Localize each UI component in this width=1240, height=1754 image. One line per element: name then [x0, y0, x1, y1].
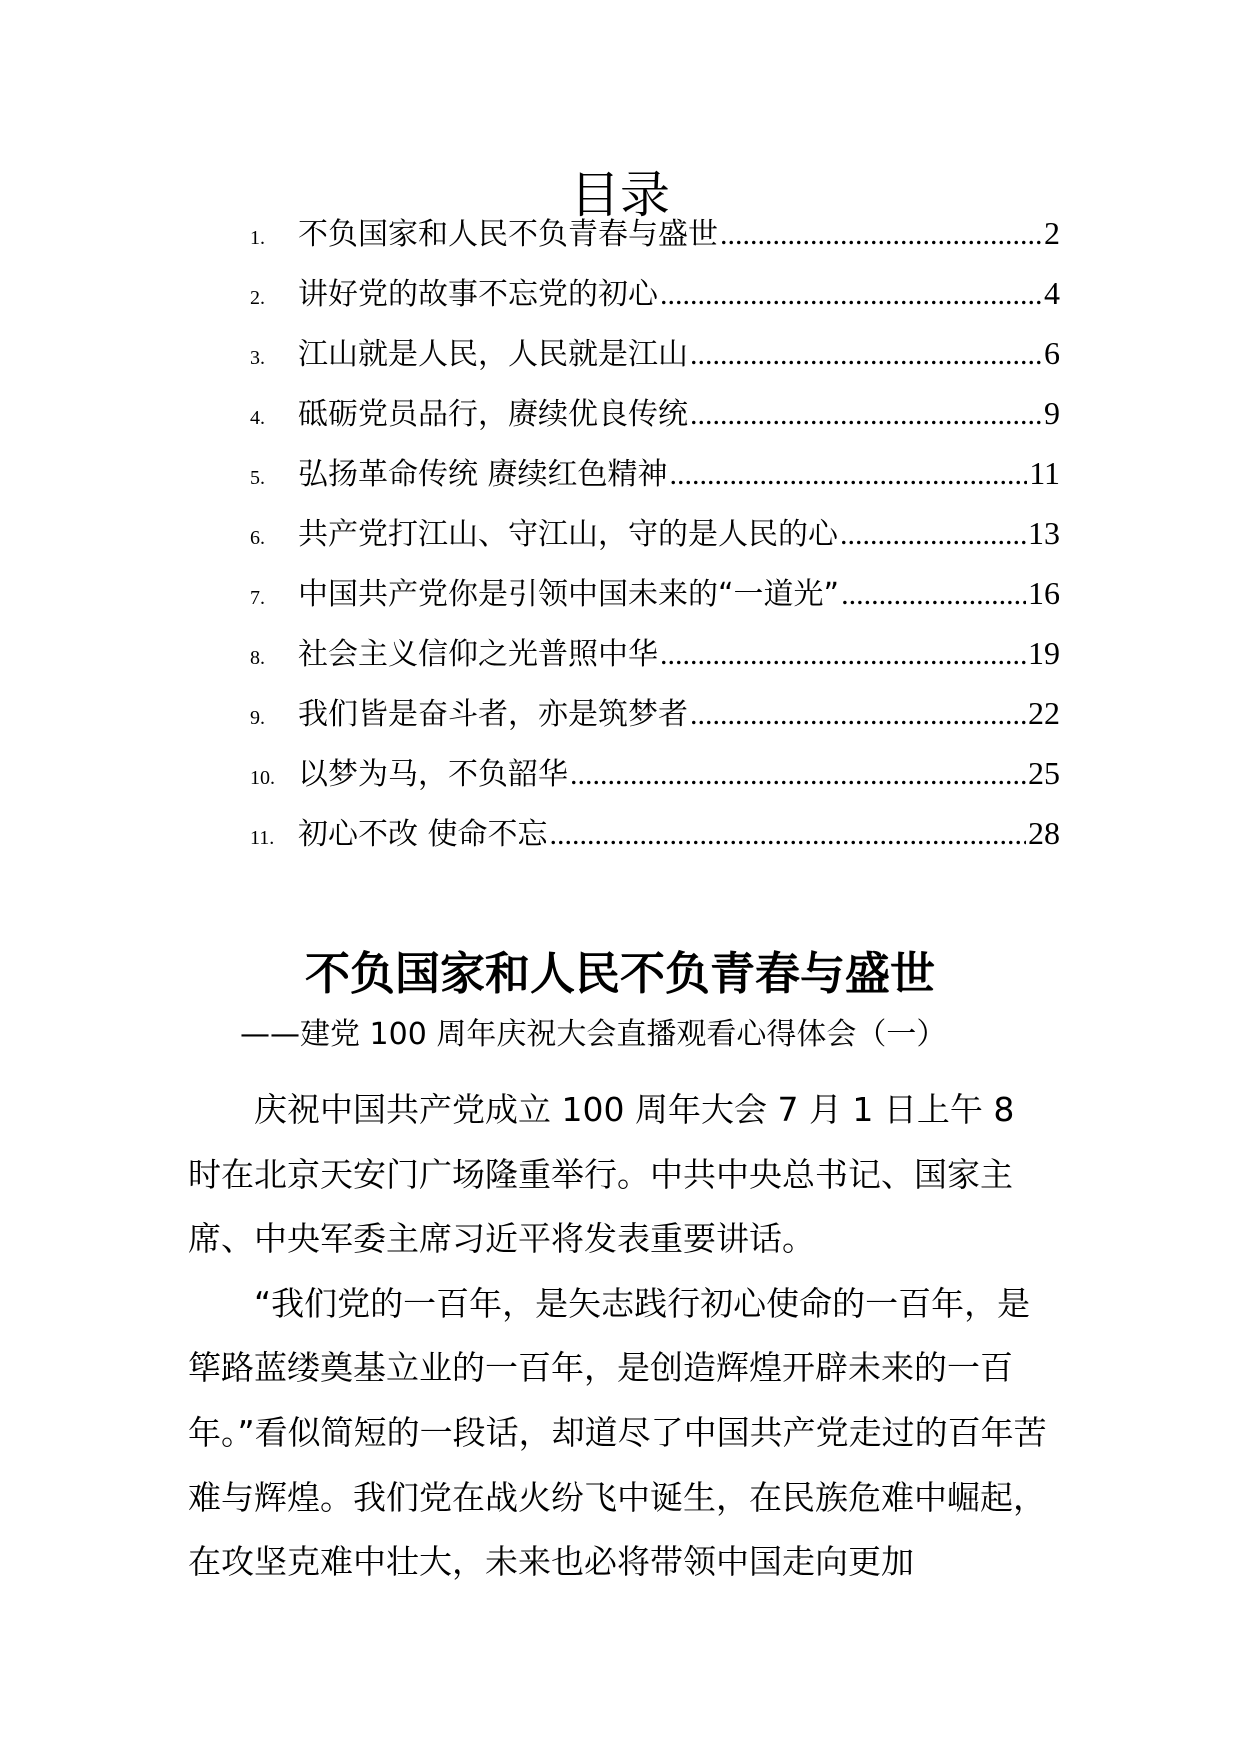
toc-entry-title: 砥砺党员品行，赓续优良传统 — [298, 397, 688, 432]
article-body — [188, 1078, 1050, 1595]
toc-entry-number: 6. — [250, 527, 265, 549]
toc-dot-leader — [660, 630, 1026, 680]
toc-entry[interactable] — [250, 208, 1060, 258]
toc-entry-number: 5. — [250, 467, 265, 489]
toc-dot-leader — [550, 810, 1026, 860]
toc-entry-page: 2 — [1044, 215, 1060, 251]
toc-entry-page: 6 — [1044, 335, 1060, 371]
toc-entry[interactable] — [250, 808, 1060, 858]
toc-entry-page: 11 — [1029, 455, 1060, 491]
toc-entry[interactable] — [250, 748, 1060, 798]
toc-dot-leader — [570, 750, 1026, 800]
toc-entry-number: 8. — [250, 647, 265, 669]
toc-dot-leader — [670, 450, 1028, 500]
toc-dot-leader — [841, 570, 1026, 620]
article-subtitle: ——建党 100 周年庆祝大会直播观看心得体会（一） — [240, 1017, 947, 1052]
toc-entry[interactable] — [250, 508, 1060, 558]
toc-entry-title: 我们皆是奋斗者，亦是筑梦者 — [298, 697, 688, 732]
toc-entry-page: 9 — [1044, 395, 1060, 431]
toc-entry[interactable] — [250, 628, 1060, 678]
toc-entry[interactable] — [250, 568, 1060, 618]
toc-entry-number: 9. — [250, 707, 265, 729]
toc-entry-number: 2. — [250, 287, 265, 309]
toc-entry-number: 7. — [250, 587, 265, 609]
toc-entry-number: 1. — [250, 227, 265, 249]
toc-entry-page: 28 — [1028, 815, 1060, 851]
toc-entry-page: 19 — [1028, 635, 1060, 671]
toc-entry-page: 4 — [1044, 275, 1060, 311]
toc-dot-leader — [690, 690, 1026, 740]
toc-entry[interactable] — [250, 688, 1060, 738]
toc-dot-leader — [690, 330, 1042, 380]
toc-entry-number: 4. — [250, 407, 265, 429]
toc-entry-title: 社会主义信仰之光普照中华 — [298, 637, 658, 672]
toc-entry-page: 25 — [1028, 755, 1060, 791]
toc-entry-page: 22 — [1028, 695, 1060, 731]
toc-entry-title: 江山就是人民，人民就是江山 — [298, 337, 688, 372]
toc-entry-title: 弘扬革命传统 赓续红色精神 — [298, 457, 668, 492]
toc-entry-title: 不负国家和人民不负青春与盛世 — [298, 217, 718, 252]
toc-entry-title: 初心不改 使命不忘 — [298, 817, 548, 852]
toc-entry[interactable] — [250, 388, 1060, 438]
body-paragraph: 庆祝中国共产党成立 100 周年大会 7 月 1 日上午 8 时在北京天安门广场隆重举行。中共中央总书记、国家主席、中央军委主席习近平将发表重要讲话。 — [188, 1090, 1015, 1259]
toc-entry[interactable] — [250, 448, 1060, 498]
toc-entry-title: 以梦为马，不负韶华 — [298, 757, 568, 792]
toc-entry[interactable] — [250, 268, 1060, 318]
toc-dot-leader — [690, 390, 1042, 440]
toc-title: 目录 — [570, 166, 670, 224]
body-paragraph: “我们党的一百年，是矢志践行初心使命的一百年，是筚路蓝缕奠基立业的一百年，是创造辉煌开辟未来的一百年。”看似简短的一段话，却道尽了中国共产党走过的百年苦难与辉煌。我们党在战火纷飞中诞生，在民族危难中崛起，在攻坚克难中壮大，未来也必将带领中国走向更加 — [188, 1283, 1047, 1582]
toc-entry-title: 共产党打江山、守江山，守的是人民的心 — [298, 517, 838, 552]
toc-entry-page: 16 — [1028, 575, 1060, 611]
toc-dot-leader — [840, 510, 1026, 560]
toc-dot-leader — [720, 210, 1042, 260]
toc-entry[interactable] — [250, 328, 1060, 378]
toc-entry-number: 3. — [250, 347, 265, 369]
toc-entry-number: 11. — [250, 827, 275, 849]
toc-entry-page: 13 — [1028, 515, 1060, 551]
toc-entry-title: 讲好党的故事不忘党的初心 — [298, 277, 658, 312]
toc-dot-leader — [660, 270, 1042, 320]
toc-entry-number: 10. — [250, 767, 275, 789]
toc-entry-title: 中国共产党你是引领中国未来的“一道光” — [298, 577, 840, 612]
article-title: 不负国家和人民不负青春与盛世 — [304, 947, 935, 1000]
